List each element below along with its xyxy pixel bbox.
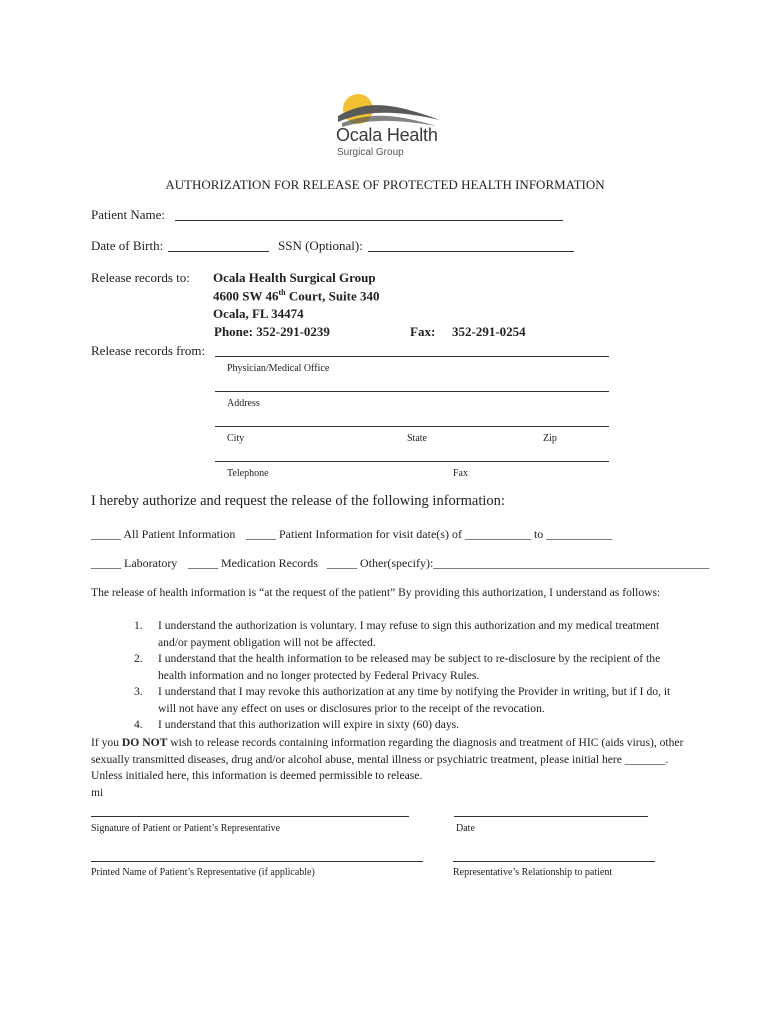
signature-label: Signature of Patient or Patient’s Representative xyxy=(91,823,281,834)
release-to-org: Ocala Health Surgical Group xyxy=(213,270,376,285)
option-visit-dates[interactable]: _____ Patient Information for visit date(s) of ___________ to ___________ xyxy=(246,527,613,541)
patient-name-field[interactable] xyxy=(175,220,563,221)
city-label: City xyxy=(227,433,245,444)
logo-subtitle: Surgical Group xyxy=(337,147,404,158)
address-field[interactable] xyxy=(215,391,609,392)
item-text: I understand that the health information to be released may be subject to re-disclosure by the recipient of the health information and no longer protected by Federal Privacy Rules. xyxy=(158,652,661,682)
stray-text: mi xyxy=(91,786,104,799)
address-label: Address xyxy=(227,398,260,409)
telephone-fax-field[interactable] xyxy=(215,461,609,462)
release-to-fax-label: Fax: xyxy=(410,324,436,339)
item-number: 3. xyxy=(134,685,143,698)
item-number: 1. xyxy=(134,619,143,632)
telephone-label: Telephone xyxy=(227,468,269,479)
relationship-field[interactable] xyxy=(453,861,655,862)
option-medication-records[interactable]: _____ Medication Records xyxy=(188,556,318,570)
authorize-heading: I hereby authorize and request the release of the following information: xyxy=(91,493,505,509)
release-to-address: 4600 SW 46th Court, Suite 340 xyxy=(213,288,380,304)
date-field[interactable] xyxy=(454,816,648,817)
dob-label: Date of Birth: xyxy=(91,238,164,253)
relationship-label: Representative’s Relationship to patient xyxy=(453,867,613,878)
item-text: I understand that I may revoke this authorization at any time by notifying the Provider in writing, but if I do, it will not have any effect on uses or disclosures prior to the receipt of the revocation. xyxy=(158,685,671,715)
item-number: 2. xyxy=(134,652,143,665)
item-text: I understand that this authorization will expire in sixty (60) days. xyxy=(158,718,460,731)
item-number: 4. xyxy=(134,718,143,731)
ssn-field[interactable] xyxy=(368,251,574,252)
fax-label: Fax xyxy=(453,468,468,479)
release-to-label: Release records to: xyxy=(91,270,190,285)
signature-field[interactable] xyxy=(91,816,409,817)
release-to-fax-value: 352-291-0254 xyxy=(452,324,526,339)
printed-name-label: Printed Name of Patient’s Representative (if applicable) xyxy=(91,867,315,878)
option-other[interactable]: _____ Other(specify):______________________________________________ xyxy=(327,556,710,570)
item-text: I understand the authorization is voluntary. I may refuse to sign this authorization and my medical treatment and/or payment obligation will not be affected. xyxy=(158,619,660,649)
zip-label: Zip xyxy=(543,433,557,444)
ssn-label: SSN (Optional): xyxy=(278,238,363,253)
intro-paragraph: The release of health information is “at the request of the patient” By providing this authorization, I understand as follows: xyxy=(91,586,661,599)
physician-label: Physician/Medical Office xyxy=(227,363,330,374)
hic-paragraph: If you DO NOT wish to release records containing information regarding the diagnosis and treatment of HIC (aids virus), other sexually transmitted diseases, drug and/or alcohol abuse, mental illness or psychiatric treatment, please initial here _______. Unless initialed here, this information is deemed permissible to release. xyxy=(91,736,684,783)
document-title: AUTHORIZATION FOR RELEASE OF PROTECTED HEALTH INFORMATION xyxy=(165,177,605,192)
date-label: Date xyxy=(456,823,475,834)
option-laboratory[interactable]: _____ Laboratory xyxy=(91,556,178,570)
city-state-zip-field[interactable] xyxy=(215,426,609,427)
dob-field[interactable] xyxy=(168,251,269,252)
printed-name-field[interactable] xyxy=(91,861,423,862)
release-from-label: Release records from: xyxy=(91,343,206,358)
physician-field[interactable] xyxy=(215,356,609,357)
release-to-phone: Phone: 352-291-0239 xyxy=(214,324,330,339)
release-to-city: Ocala, FL 34474 xyxy=(213,306,304,321)
state-label: State xyxy=(407,433,427,444)
patient-name-label: Patient Name: xyxy=(91,207,166,222)
option-all-patient-info[interactable]: _____ All Patient Information xyxy=(91,527,236,541)
logo-name: Ocala Health xyxy=(336,125,438,145)
